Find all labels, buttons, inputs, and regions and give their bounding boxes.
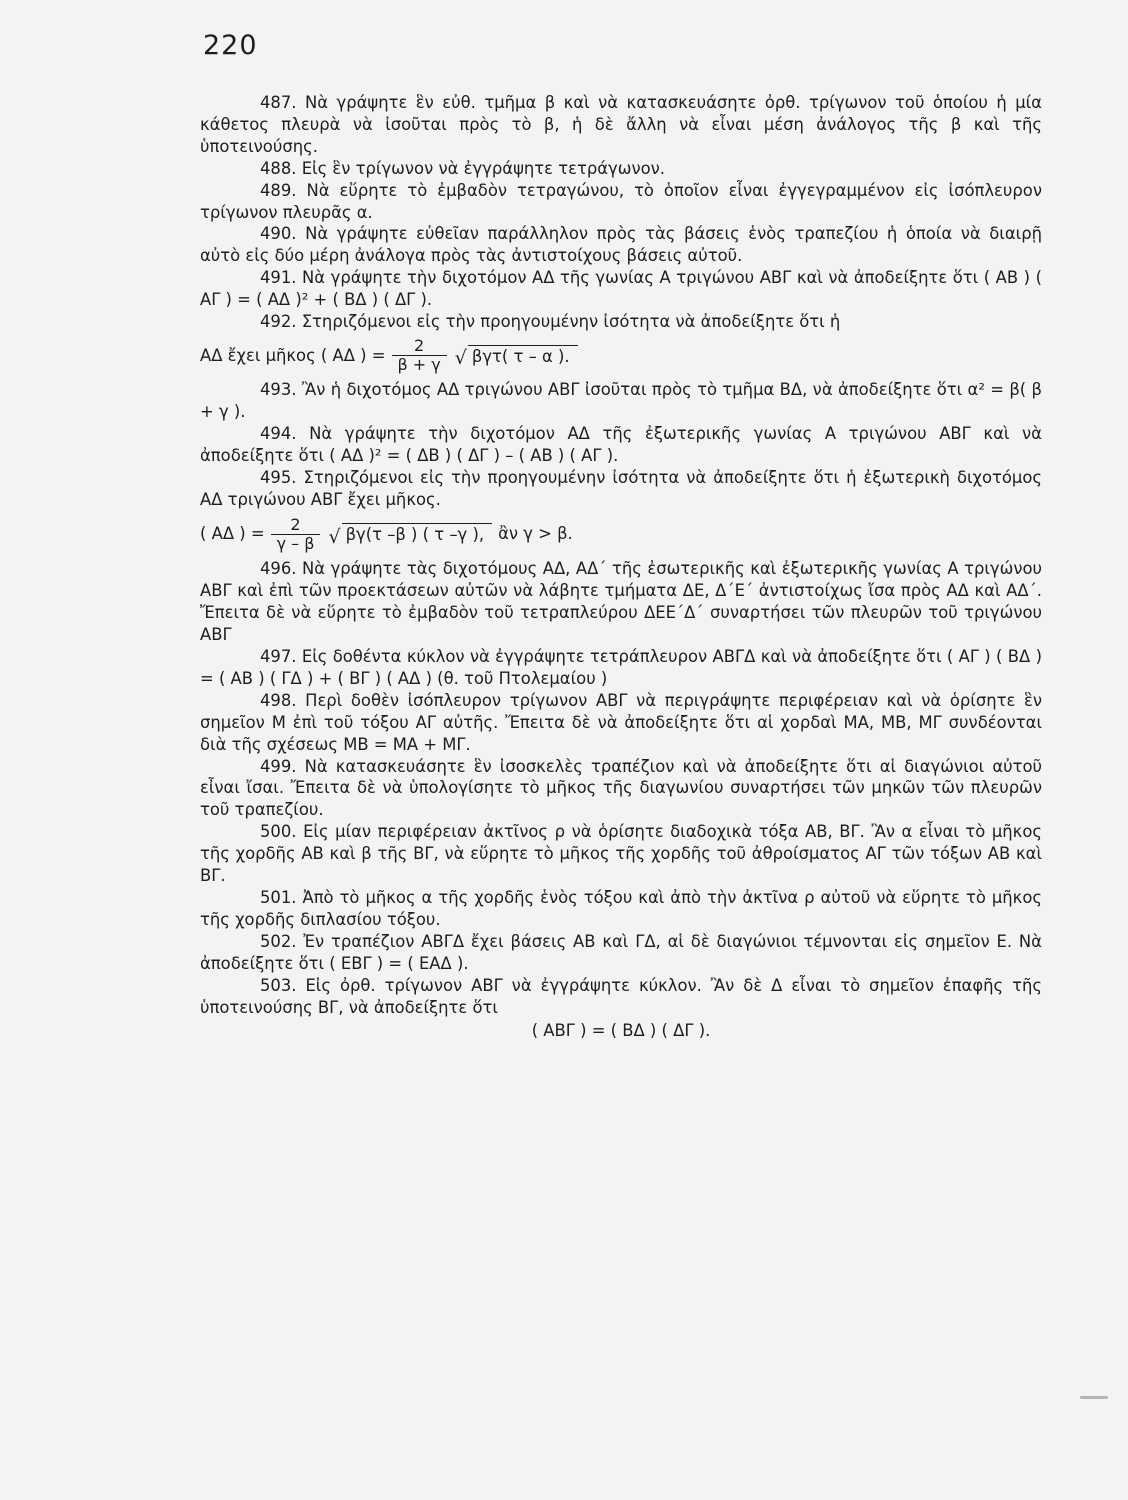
problem-491: 491. Νὰ γράψητε τὴν διχοτόμον ΑΔ τῆς γωνίας Α τριγώνου ΑΒΓ καὶ νὰ ἀποδείξητε ὅτι ( ΑΒ ) ( ΑΓ ) = ( ΑΔ )² + ( ΒΔ ) ( ΔΓ ). xyxy=(200,268,1042,310)
formula-495-radicand: βγ(τ –β ) ( τ –γ ), xyxy=(342,523,493,546)
problem-499: 499. Νὰ κατασκευάσητε ἓν ἰσοσκελὲς τραπέζιον καὶ νὰ ἀποδείξητε ὅτι αἱ διαγώνιοι αὐτοῦ εἶναι ἴσαι. Ἔπειτα δὲ νὰ ὑπολογίσητε τὸ μῆκος τῆς διαγωνίου συναρτήσει τῶν μηκῶν τῶν πλευρῶν τοῦ τραπεζίου. xyxy=(200,756,1042,820)
problem-496: 496. Νὰ γράψητε τὰς διχοτόμους ΑΔ, ΑΔ΄ τῆς ἐσωτερικῆς καὶ ἐξωτερικῆς γωνίας Α τριγώνου ΑΒΓ καὶ ἐπὶ τῶν προεκτάσεων αὐτῶν νὰ λάβητε τμήματα ΔΕ, Δ΄Ε΄ ἀντιστοίχως ἴσα πρὸς ΑΔ καὶ ΑΔ΄. Ἔπειτα δὲ νὰ εὕρητε τὸ ἐμβαδὸν τοῦ τετραπλεύρου ΔΕΕ΄Δ΄ συναρτήσει τῶν πλευρῶν τοῦ τριγώνου ΑΒΓ xyxy=(200,559,1042,645)
problem-503: 503. Εἰς ὀρθ. τρίγωνον ΑΒΓ νὰ ἐγγράψητε κύκλον. Ἂν δὲ Δ εἶναι τὸ σημεῖον ἐπαφῆς τῆς ὑποτεινούσης ΒΓ, νὰ ἀποδείξητε ὅτι xyxy=(200,975,1042,1017)
formula-492-lhs: ΑΔ ἔχει μῆκος ( ΑΔ ) = xyxy=(200,346,386,366)
problem-494: 494. Νὰ γράψητε τὴν διχοτόμον ΑΔ τῆς ἐξωτερικῆς γωνίας Α τριγώνου ΑΒΓ καὶ νὰ ἀποδείξητε ὅτι ( ΑΔ )² = ( ΔΒ ) ( ΔΓ ) – ( ΑΒ ) ( ΑΓ ). xyxy=(200,423,1042,465)
formula-492-radicand: βγτ( τ – α ). xyxy=(468,345,578,368)
formula-495-condition: ἂν γ > β. xyxy=(498,524,573,544)
problem-492: 492. Στηριζόμενοι εἰς τὴν προηγουμένην ἰσότητα νὰ ἀποδείξητε ὅτι ἡ xyxy=(260,312,841,332)
problem-488: 488. Εἰς ἓν τρίγωνον νὰ ἐγγράψητε τετράγωνον. xyxy=(260,158,666,178)
formula-495-lhs: ( ΑΔ ) = xyxy=(200,524,265,544)
formula-495 xyxy=(200,512,1042,556)
scan-mark xyxy=(1080,1396,1108,1399)
radical-sign: √ xyxy=(328,525,341,548)
formula-492-denominator: β + γ xyxy=(392,355,447,374)
formula-492-sqrt xyxy=(455,345,578,368)
problem-497: 497. Εἰς δοθέντα κύκλον νὰ ἐγγράψητε τετράπλευρον ΑΒΓΔ καὶ νὰ ἀποδείξητε ὅτι ( ΑΓ ) ( ΒΔ ) = ( ΑΒ ) ( ΓΔ ) + ( ΒΓ ) ( ΑΔ ) (θ. τοῦ Πτολεμαίου ) xyxy=(200,647,1042,688)
problem-500: 500. Εἰς μίαν περιφέρειαν ἀκτῖνος ρ νὰ ὁρίσητε διαδοχικὰ τόξα ΑΒ, ΒΓ. Ἂν α εἶναι τὸ μῆκος τῆς χορδῆς ΑΒ καὶ β τῆς ΒΓ, νὰ εὕρητε τὸ μῆκος τῆς χορδῆς τοῦ ἀθροίσματος ΑΓ τῶν τόξων ΑΒ καὶ ΒΓ. xyxy=(200,822,1042,886)
page-number: 220 xyxy=(203,30,258,61)
formula-495-denominator: γ – β xyxy=(271,534,321,553)
problem-489: 489. Νὰ εὕρητε τὸ ἐμβαδὸν τετραγώνου, τὸ ὁποῖον εἶναι ἐγγεγραμμένον εἰς ἰσόπλευρον τρίγωνον πλευρᾶς α. xyxy=(200,180,1042,222)
problem-502: 502. Ἐν τραπέζιον ΑΒΓΔ ἔχει βάσεις ΑΒ καὶ ΓΔ, αἱ δὲ διαγώνιοι τέμνονται εἰς σημεῖον Ε. Νὰ ἀποδείξητε ὅτι ( ΕΒΓ ) = ( ΕΑΔ ). xyxy=(200,931,1042,973)
formula-492 xyxy=(200,335,1042,377)
problem-501: 501. Ἀπὸ τὸ μῆκος α τῆς χορδῆς ἑνὸς τόξου καὶ ἀπὸ τὴν ἀκτῖνα ρ αὐτοῦ νὰ εὕρητε τὸ μῆκος τῆς χορδῆς διπλασίου τόξου. xyxy=(200,888,1042,929)
formula-503: ( ΑΒΓ ) = ( ΒΔ ) ( ΔΓ ). xyxy=(531,1021,711,1041)
problem-487: 487. Νὰ γράψητε ἓν εὐθ. τμῆμα β καὶ νὰ κατασκευάσητε ὀρθ. τρίγωνον τοῦ ὁποίου ἡ μία κάθετος πλευρὰ νὰ ἰσοῦται πρὸς τὸ β, ἡ δὲ ἄλλη νὰ εἶναι μέση ἀνάλογος τῆς β καὶ τῆς ὑποτεινούσης. xyxy=(200,93,1042,156)
problem-495: 495. Στηριζόμενοι εἰς τὴν προηγουμένην ἰσότητα νὰ ἀποδείξητε ὅτι ἡ ἐξωτερικὴ διχοτόμος ΑΔ τριγώνου ΑΒΓ ἔχει μῆκος. xyxy=(200,467,1042,509)
formula-492-fraction xyxy=(392,337,447,374)
formula-495-numerator: 2 xyxy=(290,514,301,534)
formula-495-sqrt xyxy=(328,523,492,546)
radical-sign: √ xyxy=(454,347,467,370)
formula-492-numerator: 2 xyxy=(414,336,425,356)
problem-498: 498. Περὶ δοθὲν ἰσόπλευρον τρίγωνον ΑΒΓ νὰ περιγράψητε περιφέρειαν καὶ νὰ ὁρίσητε ἓν σημεῖον Μ ἐπὶ τοῦ τόξου ΑΓ αὐτῆς. Ἔπειτα δὲ νὰ ἀποδείξητε ὅτι αἱ χορδαὶ ΜΑ, ΜΒ, ΜΓ συνδέονται διὰ τῆς σχέσεως ΜΒ = ΜΑ + ΜΓ. xyxy=(200,690,1042,754)
problem-490: 490. Νὰ γράψητε εὐθεῖαν παράλληλον πρὸς τὰς βάσεις ἑνὸς τραπεζίου ἡ ὁποία νὰ διαιρῇ αὐτὸ εἰς δύο μέρη ἀνάλογα πρὸς τὰς ἀντιστοίχους βάσεις αὐτοῦ. xyxy=(200,224,1042,266)
exercise-list xyxy=(200,92,1042,1042)
formula-495-fraction xyxy=(271,516,321,553)
problem-493: 493. Ἂν ἡ διχοτόμος ΑΔ τριγώνου ΑΒΓ ἰσοῦται πρὸς τὸ τμῆμα ΒΔ, νὰ ἀποδείξητε ὅτι α² = β( β + γ ). xyxy=(200,379,1042,421)
